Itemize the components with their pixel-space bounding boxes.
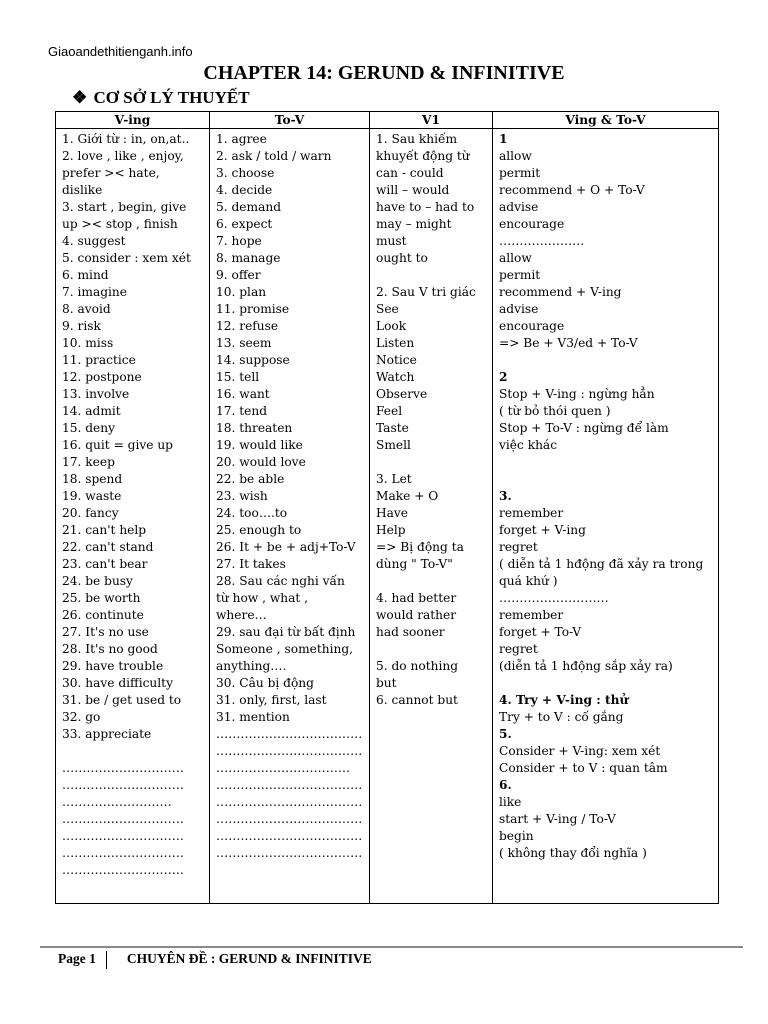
- list-item: 26. It + be + adj+To-V: [216, 540, 356, 554]
- list-item: 25. enough to: [216, 523, 302, 537]
- list-item: 24. too….to: [216, 506, 288, 520]
- list-item: [499, 471, 718, 488]
- list-item: where…: [216, 608, 267, 622]
- list-item: start + V-ing / To-V: [499, 812, 616, 826]
- list-item: 4. had better: [376, 591, 457, 605]
- list-item: 29. sau đại từ bất định: [216, 625, 356, 639]
- list-item: remember: [499, 608, 564, 622]
- list-item: Taste: [376, 421, 409, 435]
- list-item: 2. love , like , enjoy,: [62, 149, 184, 163]
- list-item: 15. tell: [216, 370, 260, 384]
- list-item: 25. be worth: [62, 591, 141, 605]
- footer-separator: [106, 951, 107, 969]
- list-item: 8. avoid: [62, 302, 111, 316]
- list-item: Listen: [376, 336, 415, 350]
- col-tov-list: [210, 129, 370, 904]
- list-item: Make + O: [376, 489, 439, 503]
- footer: [58, 951, 372, 969]
- list-item: 31. only, first, last: [216, 693, 327, 707]
- list-item: 17. keep: [62, 455, 115, 469]
- list-item: 30. have difficulty: [62, 676, 173, 690]
- list-item: 29. have trouble: [62, 659, 164, 673]
- list-item: 5. do nothing: [376, 659, 458, 673]
- list-item: 10. miss: [62, 336, 114, 350]
- list-item: 3. choose: [216, 166, 275, 180]
- list-item: 24. be busy: [62, 574, 133, 588]
- list-item: 2. Sau V tri giác: [376, 285, 476, 299]
- list-item: 4. suggest: [62, 234, 126, 248]
- list-item: việc khác: [499, 438, 558, 452]
- list-item: remember: [499, 506, 564, 520]
- site-name: Giaoandethitienganh.info: [48, 44, 193, 59]
- grammar-table: [55, 111, 719, 904]
- section-heading: [72, 88, 250, 108]
- list-item: 9. offer: [216, 268, 261, 282]
- list-item: allow: [499, 251, 532, 265]
- list-item: Observe: [376, 387, 428, 401]
- list-item: have to – had to: [376, 200, 475, 214]
- list-item: 3.: [499, 489, 512, 503]
- list-item: regret: [499, 540, 538, 554]
- table-header-row: [56, 112, 719, 129]
- list-item: Look: [376, 319, 407, 333]
- col-header-ving-tov: Ving & To-V: [493, 112, 719, 129]
- list-item: 1: [499, 132, 508, 146]
- list-item: 3. start , begin, give: [62, 200, 187, 214]
- list-item: 32. go: [62, 710, 101, 724]
- list-item: …………………………: [62, 778, 184, 792]
- col-header-v1: V1: [370, 112, 493, 129]
- list-item: ………………………: [62, 795, 172, 809]
- list-item: permit: [499, 166, 541, 180]
- list-item: like: [499, 795, 522, 809]
- list-item: 26. continute: [62, 608, 144, 622]
- list-item: 6. cannot but: [376, 693, 458, 707]
- list-item: 12. refuse: [216, 319, 279, 333]
- list-item: 15. deny: [62, 421, 116, 435]
- list-item: 21. can't help: [62, 523, 147, 537]
- list-item: may – might: [376, 217, 452, 231]
- list-item: encourage: [499, 319, 565, 333]
- list-item: 4. decide: [216, 183, 273, 197]
- list-item: ………………………: [499, 591, 609, 605]
- list-item: 19. would like: [216, 438, 303, 452]
- list-item: advise: [499, 200, 539, 214]
- list-item: 6.: [499, 778, 512, 792]
- list-item: ………………………………: [216, 812, 363, 826]
- list-item: 2: [499, 370, 508, 384]
- list-item: would rather: [376, 608, 457, 622]
- list-item: 5.: [499, 727, 512, 741]
- list-item: must: [376, 234, 407, 248]
- list-item: recommend + V-ing: [499, 285, 622, 299]
- list-item: prefer >< hate,: [62, 166, 160, 180]
- list-item: Notice: [376, 353, 417, 367]
- list-item: up >< stop , finish: [62, 217, 178, 231]
- list-item: 28. Sau các nghi vấn: [216, 574, 345, 588]
- list-item: 5. consider : xem xét: [62, 251, 191, 265]
- list-item: 22. be able: [216, 472, 285, 486]
- footer-divider: [40, 946, 743, 948]
- list-item: Feel: [376, 404, 403, 418]
- list-item: 33. appreciate: [62, 727, 152, 741]
- list-item: => Be + V3/ed + To-V: [499, 336, 638, 350]
- list-item: Someone , something,: [216, 642, 354, 656]
- list-item: 14. suppose: [216, 353, 290, 367]
- list-item: recommend + O + To-V: [499, 183, 645, 197]
- list-item: 14. admit: [62, 404, 121, 418]
- list-item: ( diễn tả 1 hđộng đã xảy ra trong: [499, 557, 704, 571]
- list-item: ………………………………: [216, 829, 363, 843]
- list-item: begin: [499, 829, 534, 843]
- list-item: …………………………: [62, 863, 184, 877]
- list-item: [376, 641, 492, 658]
- list-item: 31. mention: [216, 710, 290, 724]
- list-item: 1. agree: [216, 132, 267, 146]
- list-item: 13. seem: [216, 336, 272, 350]
- list-item: [62, 743, 209, 760]
- list-item: 22. can't stand: [62, 540, 154, 554]
- list-item: dislike: [62, 183, 103, 197]
- list-item: forget + V-ing: [499, 523, 586, 537]
- list-item: …………………: [499, 234, 585, 248]
- list-item: 28. It's no good: [62, 642, 158, 656]
- list-item: 16. want: [216, 387, 270, 401]
- footer-topic: CHUYÊN ĐỀ : GERUND & INFINITIVE: [126, 951, 372, 967]
- list-item: 16. quit = give up: [62, 438, 173, 452]
- list-item: 18. spend: [62, 472, 123, 486]
- list-item: …………………………: [62, 829, 184, 843]
- list-item: ………………………………: [216, 846, 363, 860]
- list-item: Stop + To-V : ngừng để làm: [499, 421, 669, 435]
- list-item: 19. waste: [62, 489, 122, 503]
- list-item: 4. Try + V-ing : thử: [499, 693, 629, 707]
- list-item: 17. tend: [216, 404, 268, 418]
- list-item: khuyết động từ: [376, 149, 470, 163]
- list-item: 12. postpone: [62, 370, 142, 384]
- page-title: CHAPTER 14: GERUND & INFINITIVE: [203, 62, 565, 84]
- list-item: 11. promise: [216, 302, 290, 316]
- list-item: ………………………………: [216, 795, 363, 809]
- list-item: 2. ask / told / warn: [216, 149, 332, 163]
- list-item: 5. demand: [216, 200, 281, 214]
- list-item: => Bị động ta: [376, 540, 464, 554]
- list-item: can - could: [376, 166, 444, 180]
- list-item: ………………………………: [216, 778, 363, 792]
- list-item: [376, 267, 492, 284]
- list-item: ought to: [376, 251, 428, 265]
- list-item: …………………………: [62, 761, 184, 775]
- list-item: 1. Giới từ : in, on,at..: [62, 132, 190, 146]
- list-item: Help: [376, 523, 406, 537]
- list-item: 9. risk: [62, 319, 101, 333]
- list-item: 11. practice: [62, 353, 136, 367]
- list-item: quá khứ ): [499, 574, 558, 588]
- list-item: Smell: [376, 438, 411, 452]
- col-header-ving: V-ing: [56, 112, 210, 129]
- list-item: 6. mind: [62, 268, 109, 282]
- list-item: 20. would love: [216, 455, 306, 469]
- list-item: ( không thay đổi nghĩa ): [499, 846, 647, 860]
- list-item: [499, 352, 718, 369]
- list-item: 23. can't bear: [62, 557, 148, 571]
- list-item: 1. Sau khiếm: [376, 132, 458, 146]
- list-item: but: [376, 676, 397, 690]
- list-item: [376, 573, 492, 590]
- list-item: …………………………: [62, 846, 184, 860]
- col-header-tov: To-V: [210, 112, 370, 129]
- list-item: 23. wish: [216, 489, 268, 503]
- list-item: ………………………………: [216, 744, 363, 758]
- list-item: permit: [499, 268, 541, 282]
- col-v1-list: [370, 129, 493, 904]
- list-item: forget + To-V: [499, 625, 582, 639]
- list-item: ( từ bỏ thói quen ): [499, 404, 611, 418]
- list-item: 8. manage: [216, 251, 281, 265]
- list-item: [499, 675, 718, 692]
- list-item: See: [376, 302, 399, 316]
- list-item: từ how , what ,: [216, 591, 309, 605]
- page-number: Page 1: [58, 951, 96, 967]
- list-item: 31. be / get used to: [62, 693, 182, 707]
- section-heading-text: CƠ SỞ LÝ THUYẾT: [93, 88, 250, 107]
- list-item: dùng " To-V": [376, 557, 453, 571]
- list-item: encourage: [499, 217, 565, 231]
- list-item: Stop + V-ing : ngừng hẳn: [499, 387, 655, 401]
- list-item: anything….: [216, 659, 287, 673]
- diamond-bullet-icon: ❖: [72, 88, 88, 107]
- list-item: …………………………: [62, 812, 184, 826]
- list-item: 7. hope: [216, 234, 262, 248]
- col-ving-list: [56, 129, 210, 904]
- list-item: 7. imagine: [62, 285, 127, 299]
- list-item: Consider + V-ing: xem xét: [499, 744, 661, 758]
- list-item: Have: [376, 506, 408, 520]
- table-row: [56, 129, 719, 904]
- list-item: 27. It's no use: [62, 625, 149, 639]
- list-item: 30. Câu bị động: [216, 676, 314, 690]
- list-item: [499, 454, 718, 471]
- col-ving-tov-list: [493, 129, 719, 904]
- list-item: regret: [499, 642, 538, 656]
- list-item: 27. It takes: [216, 557, 286, 571]
- list-item: Watch: [376, 370, 415, 384]
- list-item: 6. expect: [216, 217, 273, 231]
- list-item: (diễn tả 1 hđộng sắp xảy ra): [499, 659, 673, 673]
- list-item: ………………………………: [216, 727, 363, 741]
- list-item: advise: [499, 302, 539, 316]
- list-item: will – would: [376, 183, 450, 197]
- list-item: 20. fancy: [62, 506, 119, 520]
- list-item: 13. involve: [62, 387, 130, 401]
- list-item: 18. threaten: [216, 421, 293, 435]
- list-item: ……………………………: [216, 761, 351, 775]
- list-item: 10. plan: [216, 285, 267, 299]
- list-item: 3. Let: [376, 472, 412, 486]
- list-item: Consider + to V : quan tâm: [499, 761, 668, 775]
- list-item: had sooner: [376, 625, 445, 639]
- list-item: [376, 454, 492, 471]
- list-item: Try + to V : cố gắng: [499, 710, 624, 724]
- list-item: allow: [499, 149, 532, 163]
